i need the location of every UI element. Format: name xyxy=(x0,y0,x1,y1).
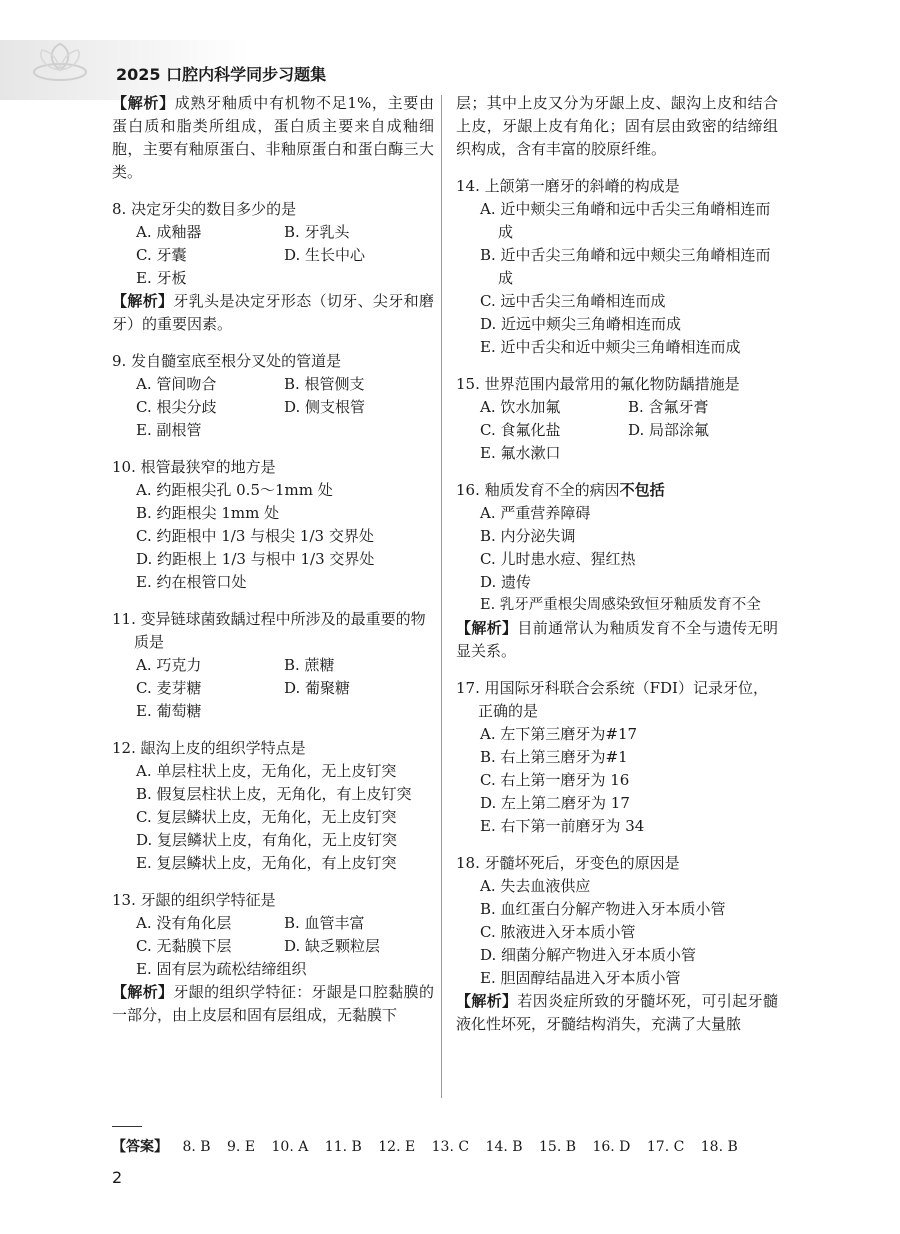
explanation-text: 目前通常认为釉质发育不全与遗传无明显关系。 xyxy=(456,619,778,660)
right-column xyxy=(456,92,778,1050)
option-b: B. 牙乳头 xyxy=(284,223,350,241)
question-12 xyxy=(112,737,434,875)
question-stem: 10. 根管最狭窄的地方是 xyxy=(112,458,276,476)
option-d: D. 生长中心 xyxy=(284,246,366,264)
explanation-tag: 【解析】 xyxy=(112,983,174,1001)
left-column xyxy=(112,92,434,1041)
question-stem: 18. 牙髓坏死后，牙变色的原因是 xyxy=(456,854,680,872)
option-e: E. 牙板 xyxy=(136,269,187,287)
option-c: C. 脓液进入牙本质小管 xyxy=(480,923,636,941)
option-d: D. 近远中颊尖三角嵴相连而成 xyxy=(480,315,682,333)
option-c: C. 约距根中 1/3 与根尖 1/3 交界处 xyxy=(136,527,374,545)
question-stem xyxy=(456,479,778,502)
answer-item: 11. B xyxy=(324,1139,362,1155)
answer-item: 15. B xyxy=(539,1139,577,1155)
explanation-tag: 【解析】 xyxy=(112,94,175,112)
option-b: B. 含氟牙膏 xyxy=(628,398,709,416)
book-title: 2025 口腔内科学同步习题集 xyxy=(116,65,327,84)
question-10 xyxy=(112,456,434,594)
option-b: B. 假复层柱状上皮，无角化，有上皮钉突 xyxy=(136,785,412,803)
option-b: B. 蔗糖 xyxy=(284,656,335,674)
option-c: C. 儿时患水痘、猩红热 xyxy=(480,550,636,568)
option-e: E. 副根管 xyxy=(136,421,202,439)
question-stem: 8. 决定牙尖的数目多少的是 xyxy=(112,200,297,218)
option-a: A. 严重营养障碍 xyxy=(480,504,591,522)
option-c: C. 牙囊 xyxy=(136,246,187,264)
option-a: A. 成釉器 xyxy=(136,223,202,241)
option-c: C. 根尖分歧 xyxy=(136,398,217,416)
question-17 xyxy=(456,677,778,838)
question-8 xyxy=(112,198,434,336)
question-stem: 11. 变异链球菌致龋过程中所涉及的最重要的物质是 xyxy=(112,610,426,651)
option-b: B. 血红蛋白分解产物进入牙本质小管 xyxy=(480,900,726,918)
explanation-text: 牙乳头是决定牙形态（切牙、尖牙和磨牙）的重要因素。 xyxy=(112,292,434,333)
stem-emphasis: 不包括 xyxy=(619,481,665,499)
question-stem: 13. 牙龈的组织学特征是 xyxy=(112,891,276,909)
option-a: A. 没有角化层 xyxy=(136,914,232,932)
option-a: A. 单层柱状上皮，无角化，无上皮钉突 xyxy=(136,762,397,780)
option-b: B. 根管侧支 xyxy=(284,375,365,393)
option-d: D. 缺乏颗粒层 xyxy=(284,937,381,955)
option-b: B. 近中舌尖三角嵴和远中颊尖三角嵴相连而成 xyxy=(480,246,771,287)
option-b: B. 约距根尖 1mm 处 xyxy=(136,504,280,522)
option-a: A. 近中颊尖三角嵴和远中舌尖三角嵴相连而成 xyxy=(480,200,771,241)
option-a: A. 管间吻合 xyxy=(136,375,217,393)
option-a: A. 饮水加氟 xyxy=(480,398,561,416)
explanation-tag: 【解析】 xyxy=(112,292,174,310)
option-d: D. 局部涂氟 xyxy=(628,421,710,439)
explanation-text: 若因炎症所致的牙髓坏死，可引起牙髓液化性坏死，牙髓结构消失，充满了大量脓 xyxy=(456,992,778,1033)
question-stem: 15. 世界范围内最常用的氟化物防龋措施是 xyxy=(456,375,740,393)
explanation-text: 成熟牙釉质中有机物不足1%，主要由蛋白质和脂类所组成，蛋白质主要来自成釉细胞，主要有釉原蛋白、非釉原蛋白和蛋白酶三大类。 xyxy=(112,94,434,181)
option-e: E. 胆固醇结晶进入牙本质小管 xyxy=(480,969,681,987)
explanation-q13-continued: 层；其中上皮又分为牙龈上皮、龈沟上皮和结合上皮，牙龈上皮有角化；固有层由致密的结缔组织构成，含有丰富的胶原纤维。 xyxy=(456,94,778,158)
answer-item: 8. B xyxy=(182,1139,211,1155)
question-9 xyxy=(112,350,434,442)
question-stem: 17. 用国际牙科联合会系统（FDI）记录牙位，正确的是 xyxy=(456,679,768,720)
answer-item: 9. E xyxy=(227,1139,256,1155)
stem-text: 16. 釉质发育不全的病因 xyxy=(456,481,620,499)
question-16 xyxy=(456,479,778,663)
answer-item: 10. A xyxy=(271,1139,309,1155)
question-14 xyxy=(456,175,778,359)
option-d: D. 遗传 xyxy=(480,573,532,591)
option-b: B. 右上第三磨牙为#1 xyxy=(480,748,628,766)
option-e: E. 乳牙严重根尖周感染致恒牙釉质发育不全 xyxy=(480,597,761,613)
question-15 xyxy=(456,373,778,465)
option-e: E. 复层鳞状上皮，无角化，有上皮钉突 xyxy=(136,854,397,872)
lotus-logo-icon xyxy=(30,40,90,84)
explanation-q18 xyxy=(456,990,778,1036)
column-divider xyxy=(441,95,442,1098)
explanation-tag: 【解析】 xyxy=(456,619,518,637)
answer-key-label: 【答案】 xyxy=(112,1139,168,1155)
footnote-rule xyxy=(112,1126,142,1127)
option-e: E. 约在根管口处 xyxy=(136,573,247,591)
question-stem: 12. 龈沟上皮的组织学特点是 xyxy=(112,739,306,757)
option-a: A. 失去血液供应 xyxy=(480,877,591,895)
answer-key xyxy=(112,1136,750,1156)
explanation-tag: 【解析】 xyxy=(456,992,518,1010)
question-18 xyxy=(456,852,778,1036)
answer-item: 18. B xyxy=(700,1139,738,1155)
option-a: A. 约距根尖孔 0.5～1mm 处 xyxy=(136,481,333,499)
option-c: C. 远中舌尖三角嵴相连而成 xyxy=(480,292,666,310)
answer-item: 17. C xyxy=(646,1139,685,1155)
page-number: 2 xyxy=(112,1168,123,1187)
option-d: D. 葡聚糖 xyxy=(284,679,351,697)
option-c: C. 右上第一磨牙为 16 xyxy=(480,771,630,789)
option-d: D. 侧支根管 xyxy=(284,398,366,416)
option-d: D. 复层鳞状上皮，有角化，无上皮钉突 xyxy=(136,831,398,849)
question-stem: 14. 上颌第一磨牙的斜嵴的构成是 xyxy=(456,177,680,195)
answer-item: 14. B xyxy=(485,1139,523,1155)
explanation-q7 xyxy=(112,92,434,184)
question-stem: 9. 发自髓室底至根分叉处的管道是 xyxy=(112,352,342,370)
explanation-q13 xyxy=(112,981,434,1027)
option-a: A. 巧克力 xyxy=(136,656,202,674)
option-a: A. 左下第三磨牙为#17 xyxy=(480,725,638,743)
option-c: C. 复层鳞状上皮，无角化，无上皮钉突 xyxy=(136,808,397,826)
explanation-q16 xyxy=(456,617,778,663)
option-c: C. 麦芽糖 xyxy=(136,679,202,697)
option-e: E. 固有层为疏松结缔组织 xyxy=(136,960,307,978)
option-e: E. 右下第一前磨牙为 34 xyxy=(480,817,645,835)
answer-item: 12. E xyxy=(378,1139,416,1155)
explanation-text: 牙龈的组织学特征：牙龈是口腔黏膜的一部分，由上皮层和固有层组成，无黏膜下 xyxy=(112,983,434,1024)
option-e: E. 氟水漱口 xyxy=(480,444,561,462)
option-b: B. 血管丰富 xyxy=(284,914,365,932)
option-c: C. 食氟化盐 xyxy=(480,421,561,439)
answer-item: 13. C xyxy=(431,1139,470,1155)
question-13 xyxy=(112,889,434,1027)
option-d: D. 约距根上 1/3 与根中 1/3 交界处 xyxy=(136,550,375,568)
option-e: E. 葡萄糖 xyxy=(136,702,202,720)
question-11 xyxy=(112,608,434,723)
option-d: D. 左上第二磨牙为 17 xyxy=(480,794,630,812)
explanation-q8 xyxy=(112,290,434,336)
answer-item: 16. D xyxy=(592,1139,631,1155)
option-b: B. 内分泌失调 xyxy=(480,527,576,545)
option-c: C. 无黏膜下层 xyxy=(136,937,232,955)
option-e: E. 近中舌尖和近中颊尖三角嵴相连而成 xyxy=(480,338,741,356)
option-d: D. 细菌分解产物进入牙本质小管 xyxy=(480,946,697,964)
